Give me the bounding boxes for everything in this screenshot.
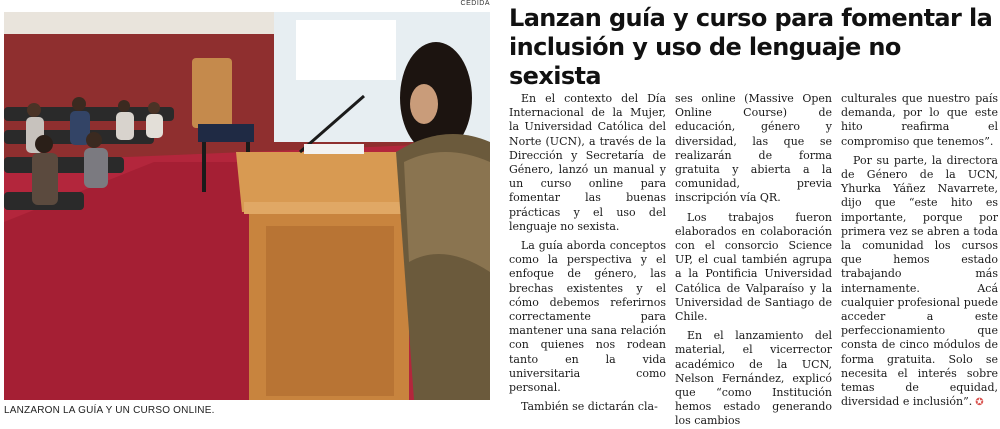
article-headline: Lanzan guía y curso para fomentar la inclusión y uso de lenguaje no sexista <box>509 4 993 90</box>
paragraph-last <box>841 154 998 411</box>
article-column-3 <box>841 92 998 427</box>
paragraph: ses online (Massive Open Online Course) de educación, género y diversidad, las que se realizarán de forma gratuita y abierta a la comunidad, previa inscripción vía QR. <box>675 92 832 205</box>
photo-block <box>0 0 492 429</box>
paragraph: culturales que nuestro país demanda, por lo que este hito reafirma el compromiso que tenemos”. <box>841 92 998 148</box>
end-mark-icon: ✪ <box>975 397 984 409</box>
photo-caption: LANZARON LA GUÍA Y UN CURSO ONLINE. <box>4 405 215 416</box>
paragraph: También se dictarán cla- <box>521 400 658 414</box>
paragraph: Los trabajos fueron elaborados en colaboración con el consorcio Science UP, el cual también agrupa a la Pontificia Universidad Católica de Valparaíso y la Universidad de Santiago de Chile. <box>675 210 832 324</box>
paragraph-text: Por su parte, la directora de Género de la UCN, Yhurka Yáñez Navarrete, dijo que “este hito es importante, porque por primera vez se abren a toda la comunidad los cursos que hemos estado trabajando más internamente. Acá cualquier profesional puede acceder a este perfeccionamiento que consta de cinco módulos de forma gratuita. Solo se necesita el interés sobre temas de equidad, diversidad e inclusión”. <box>841 153 998 409</box>
paragraph: En el lanzamiento del material, el vicerrector académico de la UCN, Nelson Fernández, explicó que “como Institución hemos estado generando los cambios <box>675 329 832 428</box>
article-body <box>509 92 998 427</box>
article-column-2 <box>675 92 832 427</box>
paragraph: La guía aborda conceptos como la perspectiva y el enfoque de género, las brechas existentes y el cómo debemos referirnos correctamente para mantener una sana relación con quienes nos rodean tanto en la vida universitaria como personal. <box>509 239 666 395</box>
paragraph: En el contexto del Día Internacional de la Mujer, la Universidad Católica del Norte (UCN), a través de la Dirección y Secretaría de Género, lanzó un manual y un curso online para fomentar las buenas prácticas y el uso del lenguaje no sexista. <box>509 92 666 233</box>
article-column-1 <box>509 92 666 427</box>
photo-credit: CEDIDA <box>460 0 490 7</box>
article-photo <box>4 12 490 400</box>
